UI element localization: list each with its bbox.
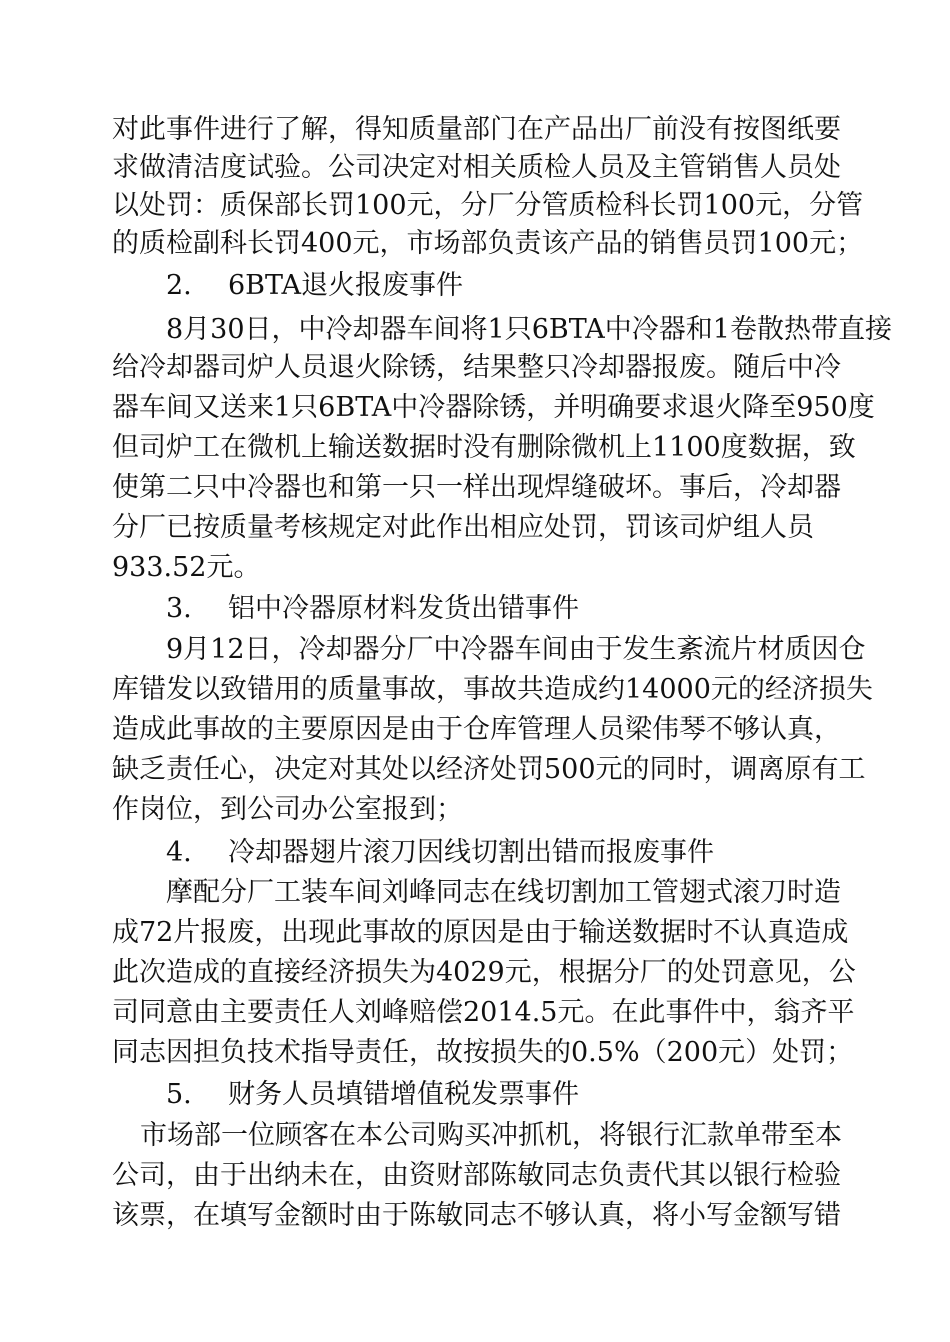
text-line: 同志因担负技术指导责任，故按损失的0.5%（200元）处罚； [112,1037,854,1068]
text-line: 但司炉工在微机上输送数据时没有删除微机上1100度数据，致 [112,432,856,463]
section-heading [166,1076,579,1114]
text-line: 公司，由于出纳未在，由资财部陈敏同志负责代其以银行检验 [112,1160,841,1191]
text-line: 该票，在填写金额时由于陈敏同志不够认真，将小写金额写错 [112,1200,841,1231]
text-line: 库错发以致错用的质量事故，事故共造成约14000元的经济损失 [112,674,873,705]
text-line: 求做清洁度试验。公司决定对相关质检人员及主管销售人员处 [112,152,841,183]
text-line: 成72片报废，出现此事故的原因是由于输送数据时不认真造成 [112,917,849,948]
section-title: 财务人员填错增值税发票事件 [228,1079,579,1110]
section-heading [166,834,714,872]
text-line: 司同意由主要责任人刘峰赔偿2014.5元。在此事件中，翁齐平 [112,997,855,1028]
text-line: 器车间又送来1只6BTA中冷器除锈，并明确要求退火降至950度 [112,392,875,423]
section-heading [166,267,463,305]
text-line: 933.52元。 [112,552,261,583]
text-line: 市场部一位顾客在本公司购买冲抓机，将银行汇款单带至本 [140,1120,842,1151]
section-number: 3. [166,593,192,624]
text-line: 给冷却器司炉人员退火除锈，结果整只冷却器报废。随后中冷 [112,352,841,383]
text-line: 以处罚：质保部长罚100元，分厂分管质检科长罚100元，分管 [112,190,864,221]
text-line: 造成此事故的主要原因是由于仓库管理人员梁伟琴不够认真， [112,714,841,745]
text-line: 8月30日，中冷却器车间将1只6BTA中冷器和1卷散热带直接 [166,314,892,345]
section-title: 铝中冷器原材料发货出错事件 [228,593,579,624]
text-line: 作岗位，到公司办公室报到； [112,794,463,825]
section-number: 2. [166,270,192,301]
section-title: 6BTA退火报废事件 [228,270,464,301]
section-number: 4. [166,837,192,868]
section-heading [166,590,579,628]
text-line: 摩配分厂工装车间刘峰同志在线切割加工管翅式滚刀时造 [166,877,841,908]
text-line: 缺乏责任心，决定对其处以经济处罚500元的同时，调离原有工 [112,754,866,785]
text-line: 此次造成的直接经济损失为4029元，根据分厂的处罚意见，公 [112,957,856,988]
section-number: 5. [166,1079,192,1110]
text-line: 对此事件进行了解，得知质量部门在产品出厂前没有按图纸要 [112,114,841,145]
text-line: 分厂已按质量考核规定对此作出相应处罚，罚该司炉组人员 [112,512,814,543]
text-line: 9月12日，冷却器分厂中冷器车间由于发生紊流片材质因仓 [166,634,866,665]
section-title: 冷却器翅片滚刀因线切割出错而报废事件 [228,837,714,868]
text-line: 使第二只中冷器也和第一只一样出现焊缝破坏。事后，冷却器 [112,472,841,503]
text-line: 的质检副科长罚400元，市场部负责该产品的销售员罚100元； [112,228,864,259]
